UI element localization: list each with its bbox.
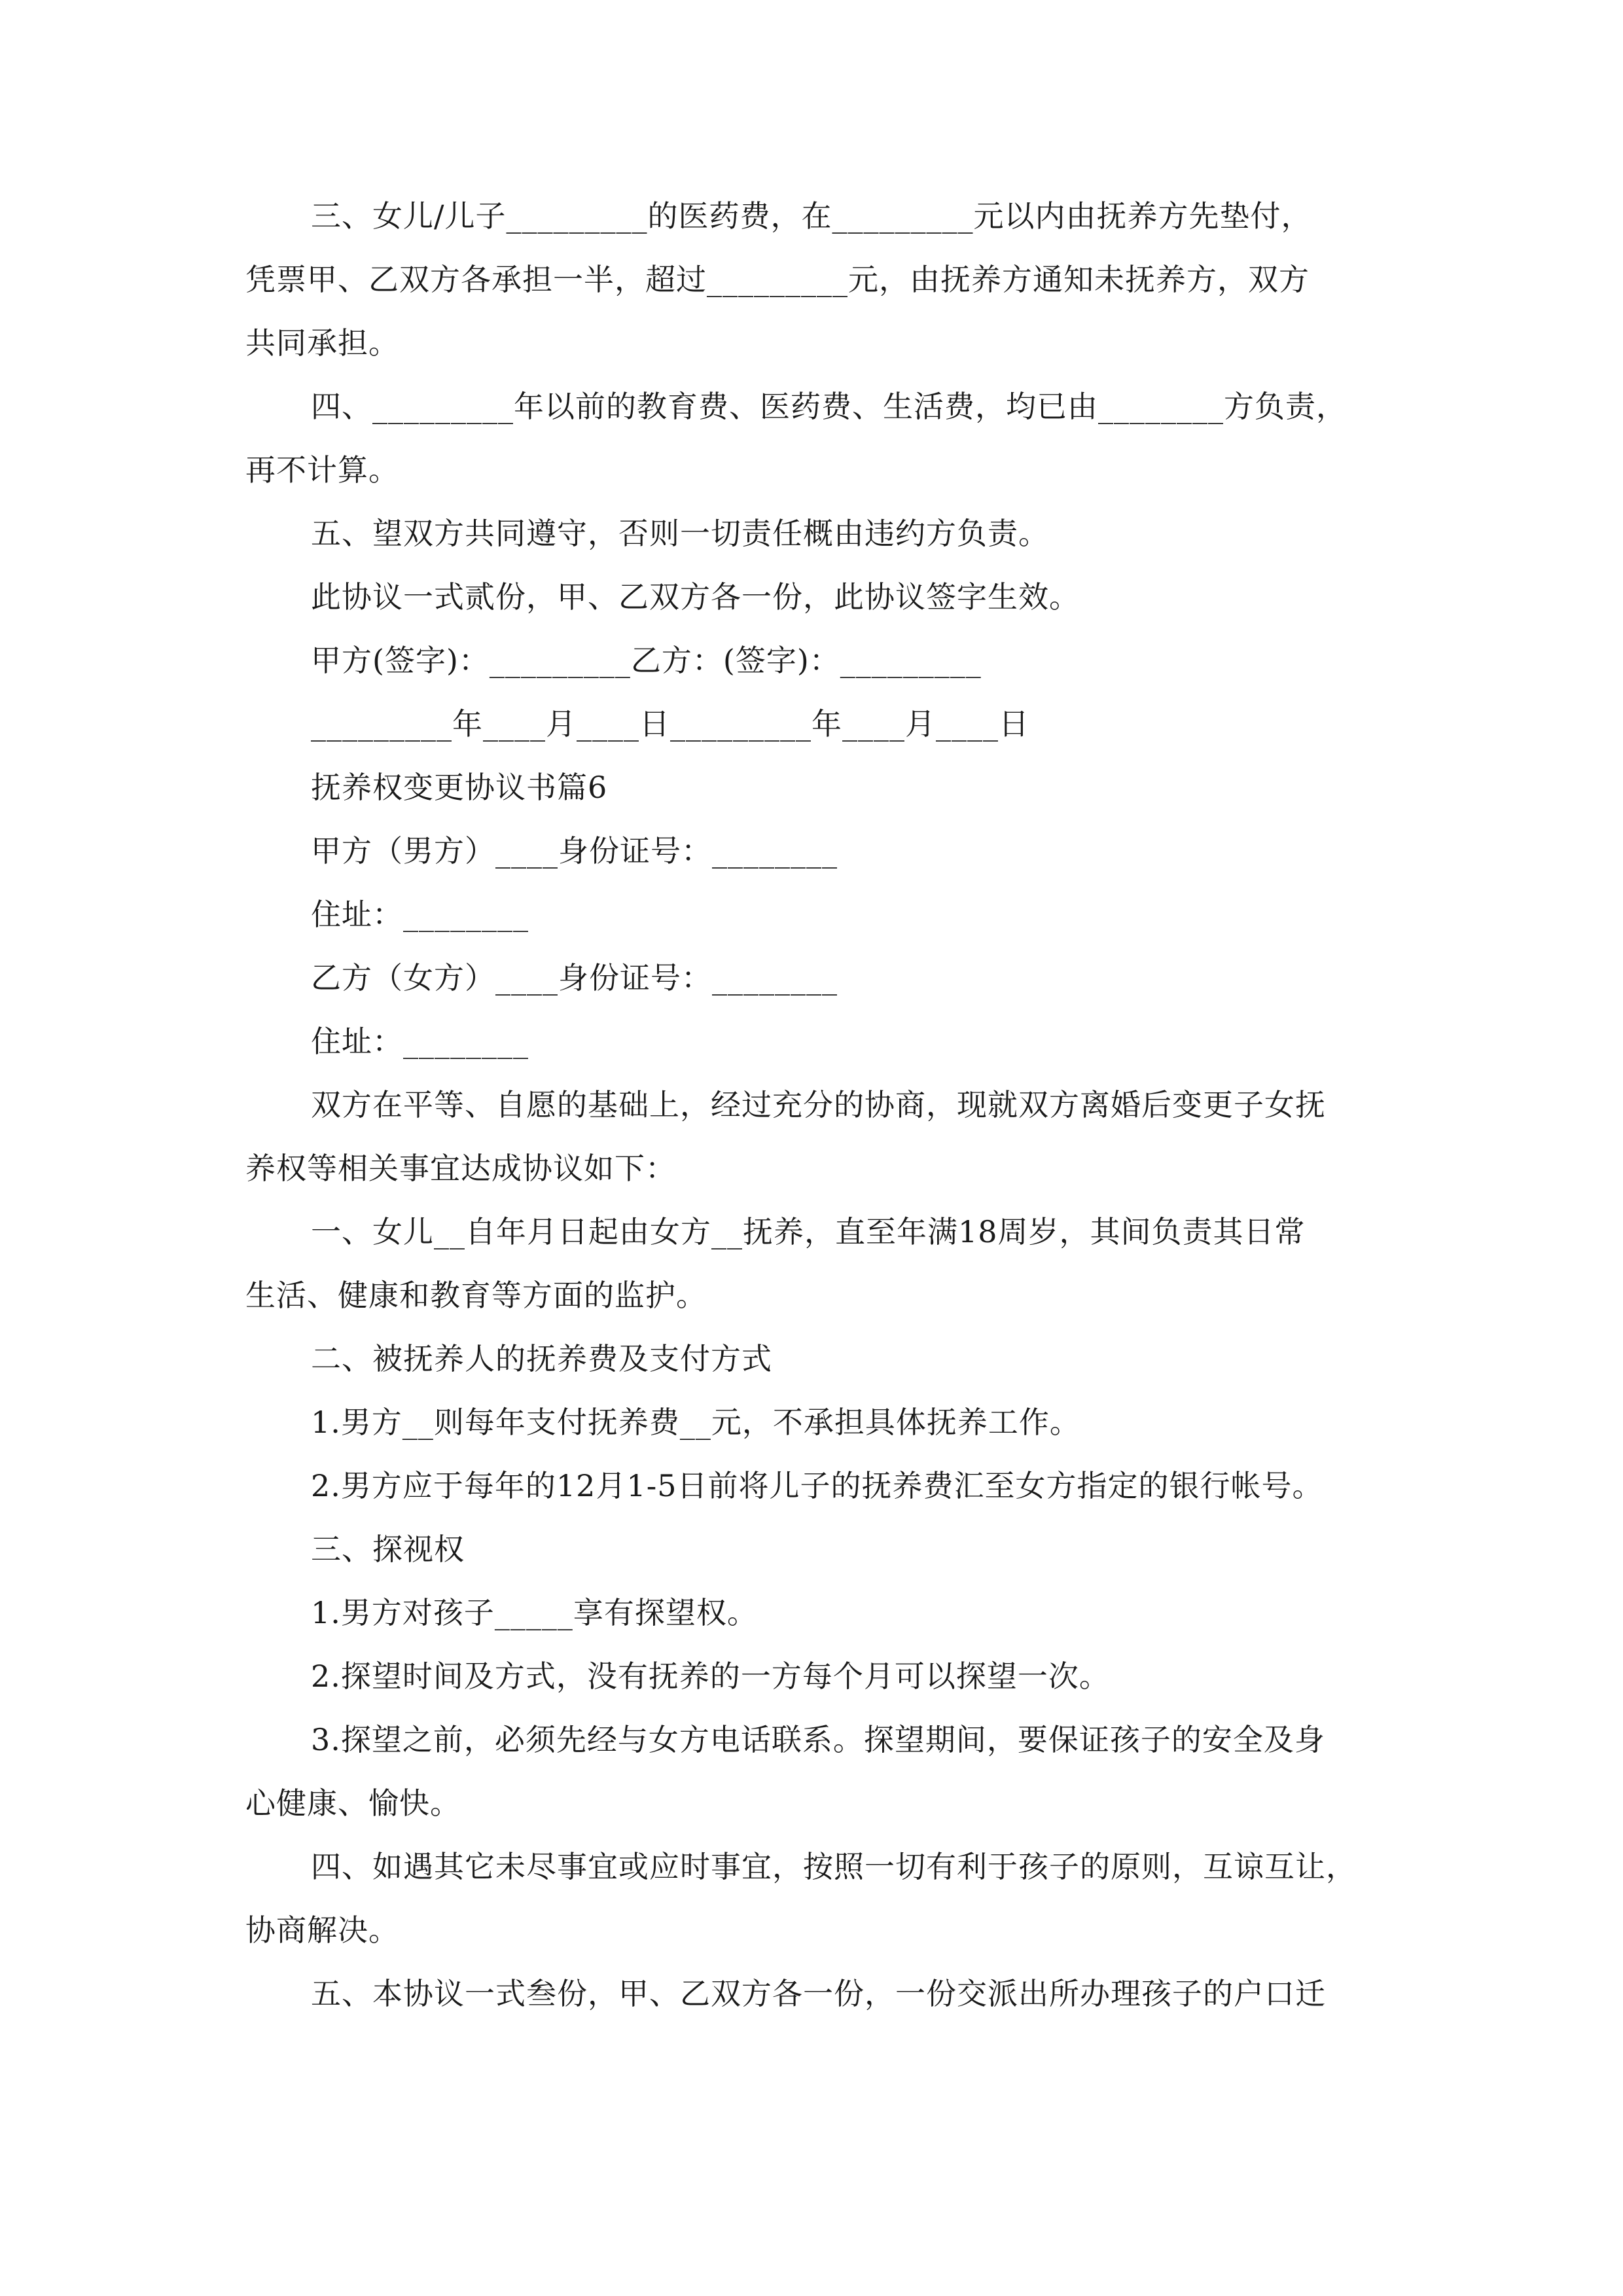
paragraph-line: 凭票甲、乙双方各承担一半，超过_________元，由抚养方通知未抚养方，双方: [245, 262, 1310, 297]
paragraph-line: 心健康、愉快。: [245, 1785, 461, 1821]
paragraph-line: 协商解决。: [245, 1912, 399, 1948]
paragraph-line: 一、女儿__自年月日起由女方__抚养，直至年满18周岁，其间负责其日常: [311, 1214, 1306, 1249]
paragraph-line: 再不计算。: [245, 452, 399, 488]
address-line: 住址：________: [311, 1024, 529, 1059]
signature-line: 甲方(签字)：_________乙方：(签字)：_________: [311, 643, 982, 678]
address-line: 住址：________: [311, 897, 529, 932]
paragraph-line: 2.探望时间及方式，没有抚养的一方每个月可以探望一次。: [311, 1659, 1110, 1694]
party-a-line: 甲方（男方）____身份证号：________: [311, 833, 838, 869]
paragraph-line: 五、本协议一式叁份，甲、乙双方各一份，一份交派出所办理孩子的户口迁: [311, 1976, 1326, 2011]
paragraph-line: 双方在平等、自愿的基础上，经过充分的协商，现就双方离婚后变更子女抚: [311, 1087, 1326, 1122]
paragraph-line: 3.探望之前，必须先经与女方电话联系。探望期间，要保证孩子的安全及身: [311, 1722, 1325, 1757]
paragraph-line: 1.男方__则每年支付抚养费__元，不承担具体抚养工作。: [311, 1405, 1080, 1440]
paragraph-line: 共同承担。: [245, 325, 399, 361]
section-title: 抚养权变更协议书篇6: [311, 770, 608, 805]
paragraph-line: 三、探视权: [311, 1532, 465, 1567]
paragraph-line: 此协议一式贰份，甲、乙双方各一份，此协议签字生效。: [311, 579, 1080, 615]
paragraph-line: 生活、健康和教育等方面的监护。: [245, 1278, 707, 1313]
paragraph-line: 五、望双方共同遵守，否则一切责任概由违约方负责。: [311, 516, 1049, 551]
date-line: _________年____月____日_________年____月____日: [311, 706, 1029, 742]
party-b-line: 乙方（女方）____身份证号：________: [311, 960, 838, 996]
paragraph-line: 三、女儿/儿子_________的医药费，在_________元以内由抚养方先垫付，: [311, 198, 1312, 234]
paragraph-line: 养权等相关事宜达成协议如下：: [245, 1151, 676, 1186]
paragraph-line: 2.男方应于每年的12月1-5日前将儿子的抚养费汇至女方指定的银行帐号。: [311, 1468, 1323, 1503]
paragraph-line: 四、如遇其它未尽事宜或应时事宜，按照一切有利于孩子的原则，互谅互让，: [311, 1849, 1357, 1884]
paragraph-line: 二、被抚养人的抚养费及支付方式: [311, 1341, 772, 1376]
paragraph-line: 四、_________年以前的教育费、医药费、生活费，均已由________方负责，: [311, 389, 1347, 424]
paragraph-line: 1.男方对孩子_____享有探望权。: [311, 1595, 758, 1630]
